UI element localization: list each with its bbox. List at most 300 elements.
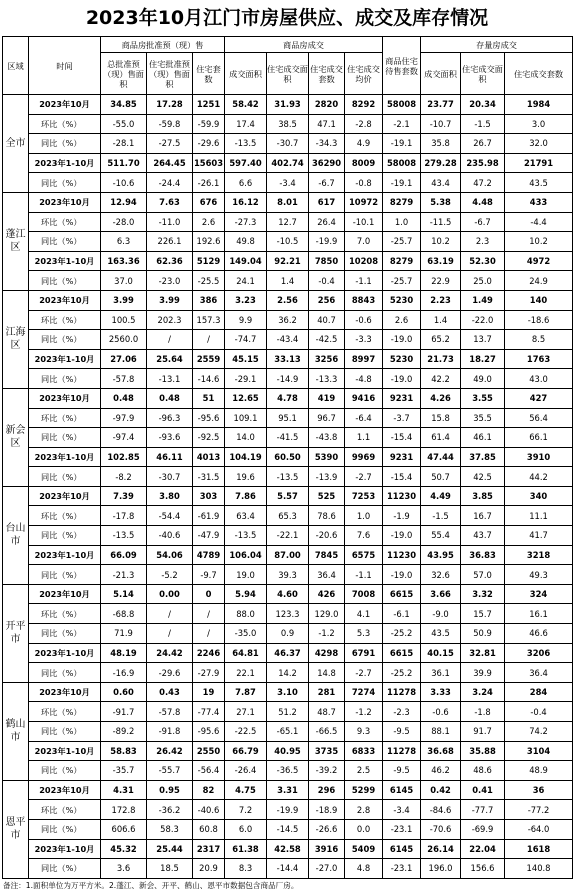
- data-cell: 45.15: [225, 349, 267, 369]
- header-inventory: 商品住宅待售套数: [383, 37, 421, 95]
- data-cell: -93.6: [147, 428, 193, 448]
- data-cell: 617: [309, 192, 345, 212]
- data-cell: 4789: [193, 545, 225, 565]
- data-cell: 5390: [309, 447, 345, 467]
- data-cell: -19.0: [383, 330, 421, 350]
- data-cell: 33.13: [267, 349, 309, 369]
- row-period: 同比（%）: [29, 428, 101, 448]
- table-row: [3, 467, 573, 487]
- data-cell: -77.7: [461, 800, 505, 820]
- row-period: 环比（%）: [29, 604, 101, 624]
- table-row: [3, 761, 573, 781]
- data-cell: 256: [309, 290, 345, 310]
- data-cell: 51: [193, 388, 225, 408]
- data-cell: 525: [309, 486, 345, 506]
- data-cell: 96.7: [309, 408, 345, 428]
- data-cell: -34.3: [309, 134, 345, 154]
- region-name: 鹤山市: [3, 682, 29, 780]
- data-cell: -89.2: [101, 722, 147, 742]
- data-cell: 2820: [309, 95, 345, 115]
- table-row: [3, 173, 573, 193]
- data-cell: 32.0: [505, 134, 573, 154]
- data-cell: 3.32: [461, 584, 505, 604]
- data-cell: 8009: [345, 153, 383, 173]
- data-cell: 156.6: [461, 859, 505, 879]
- data-cell: -0.8: [345, 173, 383, 193]
- row-period: 环比（%）: [29, 310, 101, 330]
- data-cell: -1.8: [461, 702, 505, 722]
- row-period: 同比（%）: [29, 232, 101, 252]
- data-cell: 11.1: [505, 506, 573, 526]
- header-col-8: 住宅成交面积: [461, 53, 505, 95]
- data-cell: 46.6: [505, 624, 573, 644]
- row-period: 2023年1-10月: [29, 251, 101, 271]
- data-cell: -25.2: [383, 624, 421, 644]
- data-cell: /: [147, 624, 193, 644]
- region-name: 台山市: [3, 486, 29, 584]
- data-cell: -26.6: [309, 819, 345, 839]
- header-col-9: 住宅成交套数: [505, 53, 573, 95]
- table-row: [3, 447, 573, 467]
- data-cell: 78.6: [309, 506, 345, 526]
- data-cell: 66.79: [225, 741, 267, 761]
- data-cell: 32.6: [421, 565, 461, 585]
- table-row: [3, 232, 573, 252]
- data-cell: 88.1: [421, 722, 461, 742]
- data-cell: 6615: [383, 584, 421, 604]
- data-cell: -21.3: [101, 565, 147, 585]
- data-cell: 5.57: [267, 486, 309, 506]
- data-cell: 42.2: [421, 369, 461, 389]
- data-cell: 3206: [505, 643, 573, 663]
- data-cell: 42.5: [461, 467, 505, 487]
- data-cell: -14.4: [267, 859, 309, 879]
- data-cell: 1.0: [345, 506, 383, 526]
- data-cell: -61.9: [193, 506, 225, 526]
- data-cell: 24.1: [225, 271, 267, 291]
- footnote: 备注：1.面积单位为万平方米。2.蓬江、新会、开平、鹤山、恩平市数据包含商品厂房。: [3, 880, 299, 890]
- data-cell: 63.19: [421, 251, 461, 271]
- data-cell: 0.60: [101, 682, 147, 702]
- data-cell: -57.8: [101, 369, 147, 389]
- table-row: [3, 624, 573, 644]
- data-cell: 1.0: [383, 212, 421, 232]
- table-row: [3, 643, 573, 663]
- data-cell: 17.28: [147, 95, 193, 115]
- data-cell: 7.63: [147, 192, 193, 212]
- row-period: 2023年10月: [29, 192, 101, 212]
- table-row: [3, 134, 573, 154]
- data-cell: 15.8: [421, 408, 461, 428]
- data-cell: 12.65: [225, 388, 267, 408]
- data-cell: 2246: [193, 643, 225, 663]
- table-row: [3, 800, 573, 820]
- data-cell: 12.7: [267, 212, 309, 232]
- data-cell: 1251: [193, 95, 225, 115]
- data-cell: 0.42: [421, 780, 461, 800]
- row-period: 2023年10月: [29, 290, 101, 310]
- data-cell: 5.3: [345, 624, 383, 644]
- row-period: 环比（%）: [29, 506, 101, 526]
- data-cell: -22.1: [267, 526, 309, 546]
- data-cell: 26.7: [461, 134, 505, 154]
- data-cell: 36.1: [421, 663, 461, 683]
- header-col-7: 成交面积: [421, 53, 461, 95]
- data-cell: -0.4: [505, 702, 573, 722]
- header-col-4: 住宅成交面积: [267, 53, 309, 95]
- data-cell: -30.7: [267, 134, 309, 154]
- row-period: 同比（%）: [29, 722, 101, 742]
- data-cell: /: [147, 330, 193, 350]
- table-row: [3, 526, 573, 546]
- data-cell: -11.0: [147, 212, 193, 232]
- data-cell: -1.5: [421, 506, 461, 526]
- data-cell: 50.7: [421, 467, 461, 487]
- data-cell: 10972: [345, 192, 383, 212]
- data-cell: -5.2: [147, 565, 193, 585]
- data-cell: -66.5: [309, 722, 345, 742]
- row-period: 同比（%）: [29, 271, 101, 291]
- row-period: 同比（%）: [29, 173, 101, 193]
- data-cell: 2.56: [267, 290, 309, 310]
- table-row: [3, 819, 573, 839]
- data-cell: 22.1: [225, 663, 267, 683]
- data-cell: 37.85: [461, 447, 505, 467]
- data-cell: -19.1: [383, 134, 421, 154]
- data-cell: 4.49: [421, 486, 461, 506]
- data-cell: 3.0: [505, 114, 573, 134]
- data-cell: 25.44: [147, 839, 193, 859]
- data-cell: 8.3: [225, 859, 267, 879]
- data-cell: 21791: [505, 153, 573, 173]
- data-cell: -2.7: [345, 467, 383, 487]
- table-row: [3, 349, 573, 369]
- data-cell: -39.2: [309, 761, 345, 781]
- data-cell: 140.8: [505, 859, 573, 879]
- row-period: 同比（%）: [29, 526, 101, 546]
- data-cell: -30.7: [147, 467, 193, 487]
- data-cell: 9231: [383, 447, 421, 467]
- data-cell: 6.0: [225, 819, 267, 839]
- data-cell: 87.00: [267, 545, 309, 565]
- data-cell: -36.5: [267, 761, 309, 781]
- data-cell: -18.6: [505, 310, 573, 330]
- data-cell: 4.60: [267, 584, 309, 604]
- data-cell: 511.70: [101, 153, 147, 173]
- data-cell: 3104: [505, 741, 573, 761]
- data-cell: -13.5: [101, 526, 147, 546]
- data-cell: 40.95: [267, 741, 309, 761]
- row-period: 同比（%）: [29, 761, 101, 781]
- header-group-presale: 商品房批准预（现）售: [101, 37, 225, 53]
- data-cell: 303: [193, 486, 225, 506]
- data-cell: 3.10: [267, 682, 309, 702]
- table-row: [3, 428, 573, 448]
- row-period: 2023年1-10月: [29, 545, 101, 565]
- data-cell: -47.9: [193, 526, 225, 546]
- data-cell: 0: [193, 584, 225, 604]
- data-cell: 5230: [383, 349, 421, 369]
- row-period: 2023年1-10月: [29, 741, 101, 761]
- data-cell: 1618: [505, 839, 573, 859]
- data-cell: -13.5: [225, 134, 267, 154]
- table-row: [3, 722, 573, 742]
- table-row: [3, 95, 573, 115]
- data-cell: -3.4: [267, 173, 309, 193]
- data-cell: 25.64: [147, 349, 193, 369]
- table-row: [3, 859, 573, 879]
- data-cell: 32.81: [461, 643, 505, 663]
- data-cell: 104.19: [225, 447, 267, 467]
- data-cell: 7.6: [345, 526, 383, 546]
- data-cell: -14.9: [267, 369, 309, 389]
- data-cell: 31.93: [267, 95, 309, 115]
- data-cell: 92.21: [267, 251, 309, 271]
- data-cell: 1.4: [267, 271, 309, 291]
- data-cell: 2317: [193, 839, 225, 859]
- data-cell: -9.5: [383, 722, 421, 742]
- data-cell: 8292: [345, 95, 383, 115]
- data-cell: -26.4: [225, 761, 267, 781]
- row-period: 环比（%）: [29, 800, 101, 820]
- data-cell: 6145: [383, 780, 421, 800]
- data-cell: -56.4: [193, 761, 225, 781]
- data-cell: 7.0: [345, 232, 383, 252]
- data-cell: -3.3: [345, 330, 383, 350]
- data-cell: 427: [505, 388, 573, 408]
- row-period: 同比（%）: [29, 624, 101, 644]
- data-cell: -10.6: [101, 173, 147, 193]
- data-cell: 38.5: [267, 114, 309, 134]
- data-cell: 3.33: [421, 682, 461, 702]
- data-cell: 3.24: [461, 682, 505, 702]
- data-cell: -97.9: [101, 408, 147, 428]
- data-cell: -25.7: [383, 271, 421, 291]
- data-cell: 47.1: [309, 114, 345, 134]
- data-cell: -14.5: [267, 819, 309, 839]
- data-cell: -9.0: [421, 604, 461, 624]
- data-cell: -29.6: [193, 134, 225, 154]
- header-col-1: 住宅批准预（现）售面积: [147, 53, 193, 95]
- table-row: [3, 192, 573, 212]
- data-cell: -11.5: [421, 212, 461, 232]
- data-cell: 202.3: [147, 310, 193, 330]
- data-cell: 35.8: [421, 134, 461, 154]
- data-cell: /: [193, 330, 225, 350]
- data-cell: 7.2: [225, 800, 267, 820]
- data-cell: -13.1: [147, 369, 193, 389]
- data-cell: 109.1: [225, 408, 267, 428]
- data-cell: 11230: [383, 545, 421, 565]
- row-period: 2023年10月: [29, 584, 101, 604]
- data-cell: -2.7: [345, 663, 383, 683]
- row-period: 环比（%）: [29, 114, 101, 134]
- data-cell: 52.30: [461, 251, 505, 271]
- row-period: 2023年1-10月: [29, 153, 101, 173]
- table-row: [3, 506, 573, 526]
- data-cell: 2.5: [345, 761, 383, 781]
- row-period: 2023年1-10月: [29, 349, 101, 369]
- table-row: [3, 604, 573, 624]
- table-row: [3, 114, 573, 134]
- data-cell: 20.9: [193, 859, 225, 879]
- header-col-3: 成交面积: [225, 53, 267, 95]
- data-cell: 8279: [383, 251, 421, 271]
- data-cell: 6145: [383, 839, 421, 859]
- data-cell: -18.9: [309, 800, 345, 820]
- data-cell: 102.85: [101, 447, 147, 467]
- data-cell: 3910: [505, 447, 573, 467]
- data-cell: 25.0: [461, 271, 505, 291]
- data-cell: 74.2: [505, 722, 573, 742]
- data-cell: 386: [193, 290, 225, 310]
- table-row: [3, 741, 573, 761]
- data-cell: 48.6: [461, 761, 505, 781]
- data-cell: 24.9: [505, 271, 573, 291]
- data-cell: 61.4: [421, 428, 461, 448]
- row-period: 环比（%）: [29, 408, 101, 428]
- data-cell: 9416: [345, 388, 383, 408]
- data-cell: 35.5: [461, 408, 505, 428]
- data-cell: -9.5: [383, 761, 421, 781]
- data-cell: 47.44: [421, 447, 461, 467]
- header-col-6: 住宅成交均价: [345, 53, 383, 95]
- data-cell: -91.8: [147, 722, 193, 742]
- data-cell: 35.88: [461, 741, 505, 761]
- row-period: 环比（%）: [29, 702, 101, 722]
- table-row: [3, 408, 573, 428]
- data-cell: 13.7: [461, 330, 505, 350]
- data-cell: -15.4: [383, 467, 421, 487]
- data-cell: 66.1: [505, 428, 573, 448]
- data-cell: 5230: [383, 290, 421, 310]
- header-col-0: 总批准预（现）售面积: [101, 53, 147, 95]
- data-cell: 3256: [309, 349, 345, 369]
- data-cell: 7008: [345, 584, 383, 604]
- data-cell: 3.66: [421, 584, 461, 604]
- data-cell: 149.04: [225, 251, 267, 271]
- data-cell: 43.0: [505, 369, 573, 389]
- table-row: [3, 330, 573, 350]
- data-cell: -19.9: [309, 232, 345, 252]
- data-cell: -77.2: [505, 800, 573, 820]
- data-cell: 5.94: [225, 584, 267, 604]
- data-cell: 264.45: [147, 153, 193, 173]
- data-cell: 281: [309, 682, 345, 702]
- data-cell: -36.2: [147, 800, 193, 820]
- data-cell: 3.55: [461, 388, 505, 408]
- data-cell: -42.5: [309, 330, 345, 350]
- data-cell: 597.40: [225, 153, 267, 173]
- data-cell: 14.8: [309, 663, 345, 683]
- data-cell: /: [193, 604, 225, 624]
- table-row: [3, 839, 573, 859]
- table-row: [3, 780, 573, 800]
- data-cell: 26.14: [421, 839, 461, 859]
- row-period: 2023年10月: [29, 682, 101, 702]
- data-cell: 6833: [345, 741, 383, 761]
- header-group-stock: 存量房成交: [421, 37, 573, 53]
- data-cell: -19.1: [383, 173, 421, 193]
- data-cell: -6.7: [309, 173, 345, 193]
- data-cell: -3.4: [383, 800, 421, 820]
- data-cell: -97.4: [101, 428, 147, 448]
- data-cell: 45.32: [101, 839, 147, 859]
- data-cell: 51.2: [267, 702, 309, 722]
- data-cell: 402.74: [267, 153, 309, 173]
- data-cell: 47.2: [461, 173, 505, 193]
- data-cell: 1.4: [421, 310, 461, 330]
- data-cell: 26.42: [147, 741, 193, 761]
- data-cell: 172.8: [101, 800, 147, 820]
- data-cell: 157.3: [193, 310, 225, 330]
- data-cell: 9231: [383, 388, 421, 408]
- data-cell: 9969: [345, 447, 383, 467]
- data-cell: 18.5: [147, 859, 193, 879]
- table-row: [3, 290, 573, 310]
- data-cell: -13.3: [309, 369, 345, 389]
- row-period: 同比（%）: [29, 819, 101, 839]
- table-row: [3, 271, 573, 291]
- row-period: 2023年10月: [29, 95, 101, 115]
- data-cell: -96.3: [147, 408, 193, 428]
- data-cell: -0.4: [309, 271, 345, 291]
- table-row: [3, 584, 573, 604]
- data-cell: -40.6: [193, 800, 225, 820]
- data-cell: -65.1: [267, 722, 309, 742]
- data-cell: 36.2: [267, 310, 309, 330]
- table-row: [3, 545, 573, 565]
- data-cell: 279.28: [421, 153, 461, 173]
- data-cell: 65.3: [267, 506, 309, 526]
- data-cell: 7.87: [225, 682, 267, 702]
- data-cell: 3.80: [147, 486, 193, 506]
- data-cell: -31.5: [193, 467, 225, 487]
- row-period: 2023年10月: [29, 388, 101, 408]
- data-cell: -13.5: [267, 467, 309, 487]
- data-cell: 71.9: [101, 624, 147, 644]
- data-cell: 100.5: [101, 310, 147, 330]
- data-cell: -1.9: [383, 506, 421, 526]
- data-cell: -41.5: [267, 428, 309, 448]
- data-cell: 58008: [383, 95, 421, 115]
- data-cell: 36.68: [421, 741, 461, 761]
- row-period: 同比（%）: [29, 565, 101, 585]
- data-cell: -54.4: [147, 506, 193, 526]
- data-cell: 15603: [193, 153, 225, 173]
- data-cell: -43.4: [267, 330, 309, 350]
- table-row: [3, 702, 573, 722]
- data-cell: -17.8: [101, 506, 147, 526]
- data-cell: 82: [193, 780, 225, 800]
- table-row: [3, 212, 573, 232]
- data-cell: 43.5: [421, 624, 461, 644]
- data-cell: 36290: [309, 153, 345, 173]
- data-cell: 26.4: [309, 212, 345, 232]
- data-cell: -6.1: [383, 604, 421, 624]
- data-cell: 4.1: [345, 604, 383, 624]
- data-cell: -19.0: [383, 369, 421, 389]
- row-period: 2023年1-10月: [29, 839, 101, 859]
- data-cell: 0.41: [461, 780, 505, 800]
- data-cell: 55.4: [421, 526, 461, 546]
- data-cell: 10.2: [421, 232, 461, 252]
- data-cell: -25.7: [383, 232, 421, 252]
- data-cell: 0.95: [147, 780, 193, 800]
- data-cell: -4.8: [345, 369, 383, 389]
- data-cell: 0.00: [147, 584, 193, 604]
- data-cell: 54.06: [147, 545, 193, 565]
